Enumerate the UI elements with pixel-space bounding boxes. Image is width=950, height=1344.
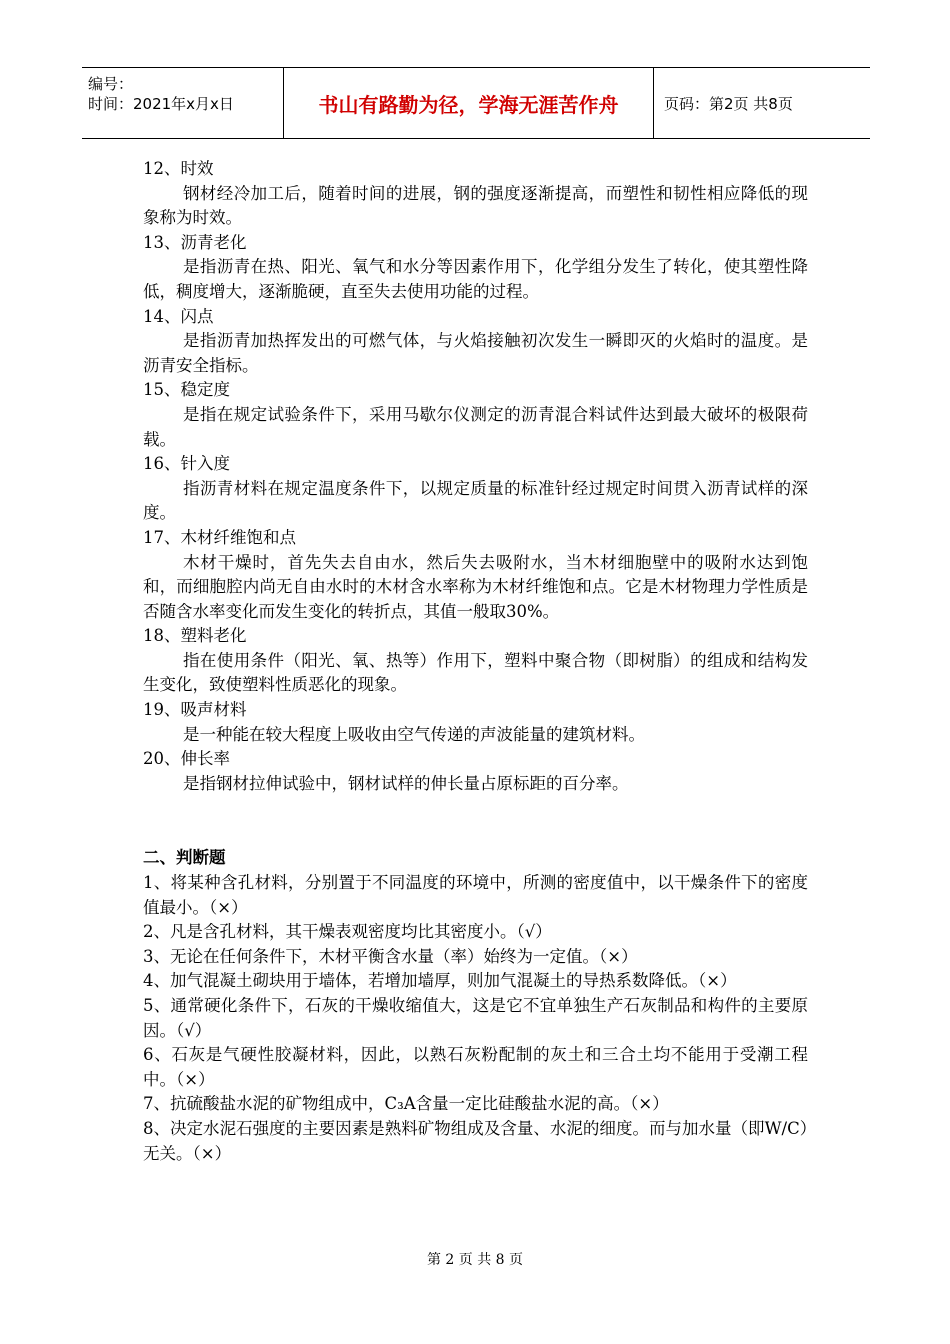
- term-definition: 钢材经冷加工后，随着时间的进展，钢的强度逐渐提高，而塑性和韧性相应降低的现象称为时效。: [143, 183, 808, 228]
- term-item: [143, 157, 808, 231]
- term-title: 20、伸长率: [143, 749, 230, 769]
- term-item: [143, 378, 808, 452]
- term-title: 14、闪点: [143, 306, 214, 326]
- term-title: 12、时效: [143, 159, 214, 178]
- section-spacer: [143, 796, 808, 846]
- section-title: 二、判断题: [143, 848, 226, 868]
- term-definition: 是指沥青在热、阳光、氧气和水分等因素作用下，化学组分发生了转化，使其塑性降低，稠度增大，逐渐脆硬，直至失去使用功能的过程。: [143, 257, 808, 301]
- header-meta: [82, 68, 284, 138]
- term-definition: 指沥青材料在规定温度条件下，以规定质量的标准针经过规定时间贯入沥青试样的深度。: [143, 478, 808, 523]
- date-label: 时间：2021年x月x日: [88, 95, 234, 113]
- question-item: 7、抗硫酸盐水泥的矿物组成中，C₃A含量一定比硅酸盐水泥的高。（×）: [143, 1094, 669, 1114]
- term-item: [143, 452, 808, 526]
- term-item: [143, 698, 808, 747]
- document-body: [143, 157, 808, 1166]
- term-definition: 木材干燥时，首先失去自由水，然后失去吸附水，当木材细胞壁中的吸附水达到饱和，而细胞腔内尚无自由水时的木材含水率称为木材纤维饱和点。它是木材物理力学性质是否随含水率变化而发生变化的转折点，其值一般取30%。: [143, 552, 808, 621]
- term-title: 13、沥青老化: [143, 232, 247, 252]
- question-item: 3、无论在任何条件下，木材平衡含水量（率）始终为一定值。（×）: [143, 946, 638, 966]
- number-label: 编号：: [88, 75, 134, 93]
- term-definition: 是一种能在较大程度上吸收由空气传递的声波能量的建筑材料。: [183, 724, 645, 744]
- header-page-info: 页码：第2页 共8页: [664, 94, 793, 113]
- header-motto: 书山有路勤为径，学海无涯苦作舟: [284, 68, 654, 138]
- term-item: [143, 747, 808, 796]
- page-footer: 第 2 页 共 8 页: [426, 1252, 524, 1268]
- term-definition: 是指在规定试验条件下，采用马歇尔仪测定的沥青混合料试件达到最大破坏的极限荷载。: [143, 404, 808, 449]
- term-title: 15、稳定度: [143, 380, 230, 400]
- question-item: 8、决定水泥石强度的主要因素是熟料矿物组成及含量、水泥的细度。而与加水量（即W/C）无关。（×）: [143, 1118, 808, 1163]
- term-definition: 是指沥青加热挥发出的可燃气体，与火焰接触初次发生一瞬即灭的火焰时的温度。是沥青安全指标。: [143, 331, 808, 375]
- term-definition: 指在使用条件（阳光、氧、热等）作用下，塑料中聚合物（即树脂）的组成和结构发生变化，致使塑料性质恶化的现象。: [143, 650, 808, 695]
- term-item: [143, 231, 808, 305]
- term-item: [143, 624, 808, 698]
- term-title: 18、塑料老化: [143, 626, 247, 646]
- question-item: 4、加气混凝土砌块用于墙体，若增加墙厚，则加气混凝土的导热系数降低。（×）: [143, 971, 737, 991]
- question-item: 1、将某种含孔材料，分别置于不同温度的环境中，所测的密度值中，以干燥条件下的密度值最小。（×）: [143, 873, 808, 917]
- term-definition: 是指钢材拉伸试验中，钢材试样的伸长量占原标距的百分率。: [183, 773, 629, 793]
- page-header: [82, 67, 870, 139]
- question-item: 2、凡是含孔材料，其干燥表观密度均比其密度小。（√）: [143, 922, 552, 942]
- term-title: 17、木材纤维饱和点: [143, 527, 296, 547]
- term-item: [143, 526, 808, 624]
- question-item: 6、石灰是气硬性胶凝材料，因此，以熟石灰粉配制的灰土和三合土均不能用于受潮工程中。（×）: [143, 1045, 808, 1089]
- question-item: 5、通常硬化条件下，石灰的干燥收缩值大，这是它不宜单独生产石灰制品和构件的主要原因。（√）: [143, 996, 808, 1040]
- term-item: [143, 305, 808, 379]
- term-title: 19、吸声材料: [143, 700, 247, 720]
- term-title: 16、针入度: [143, 454, 230, 474]
